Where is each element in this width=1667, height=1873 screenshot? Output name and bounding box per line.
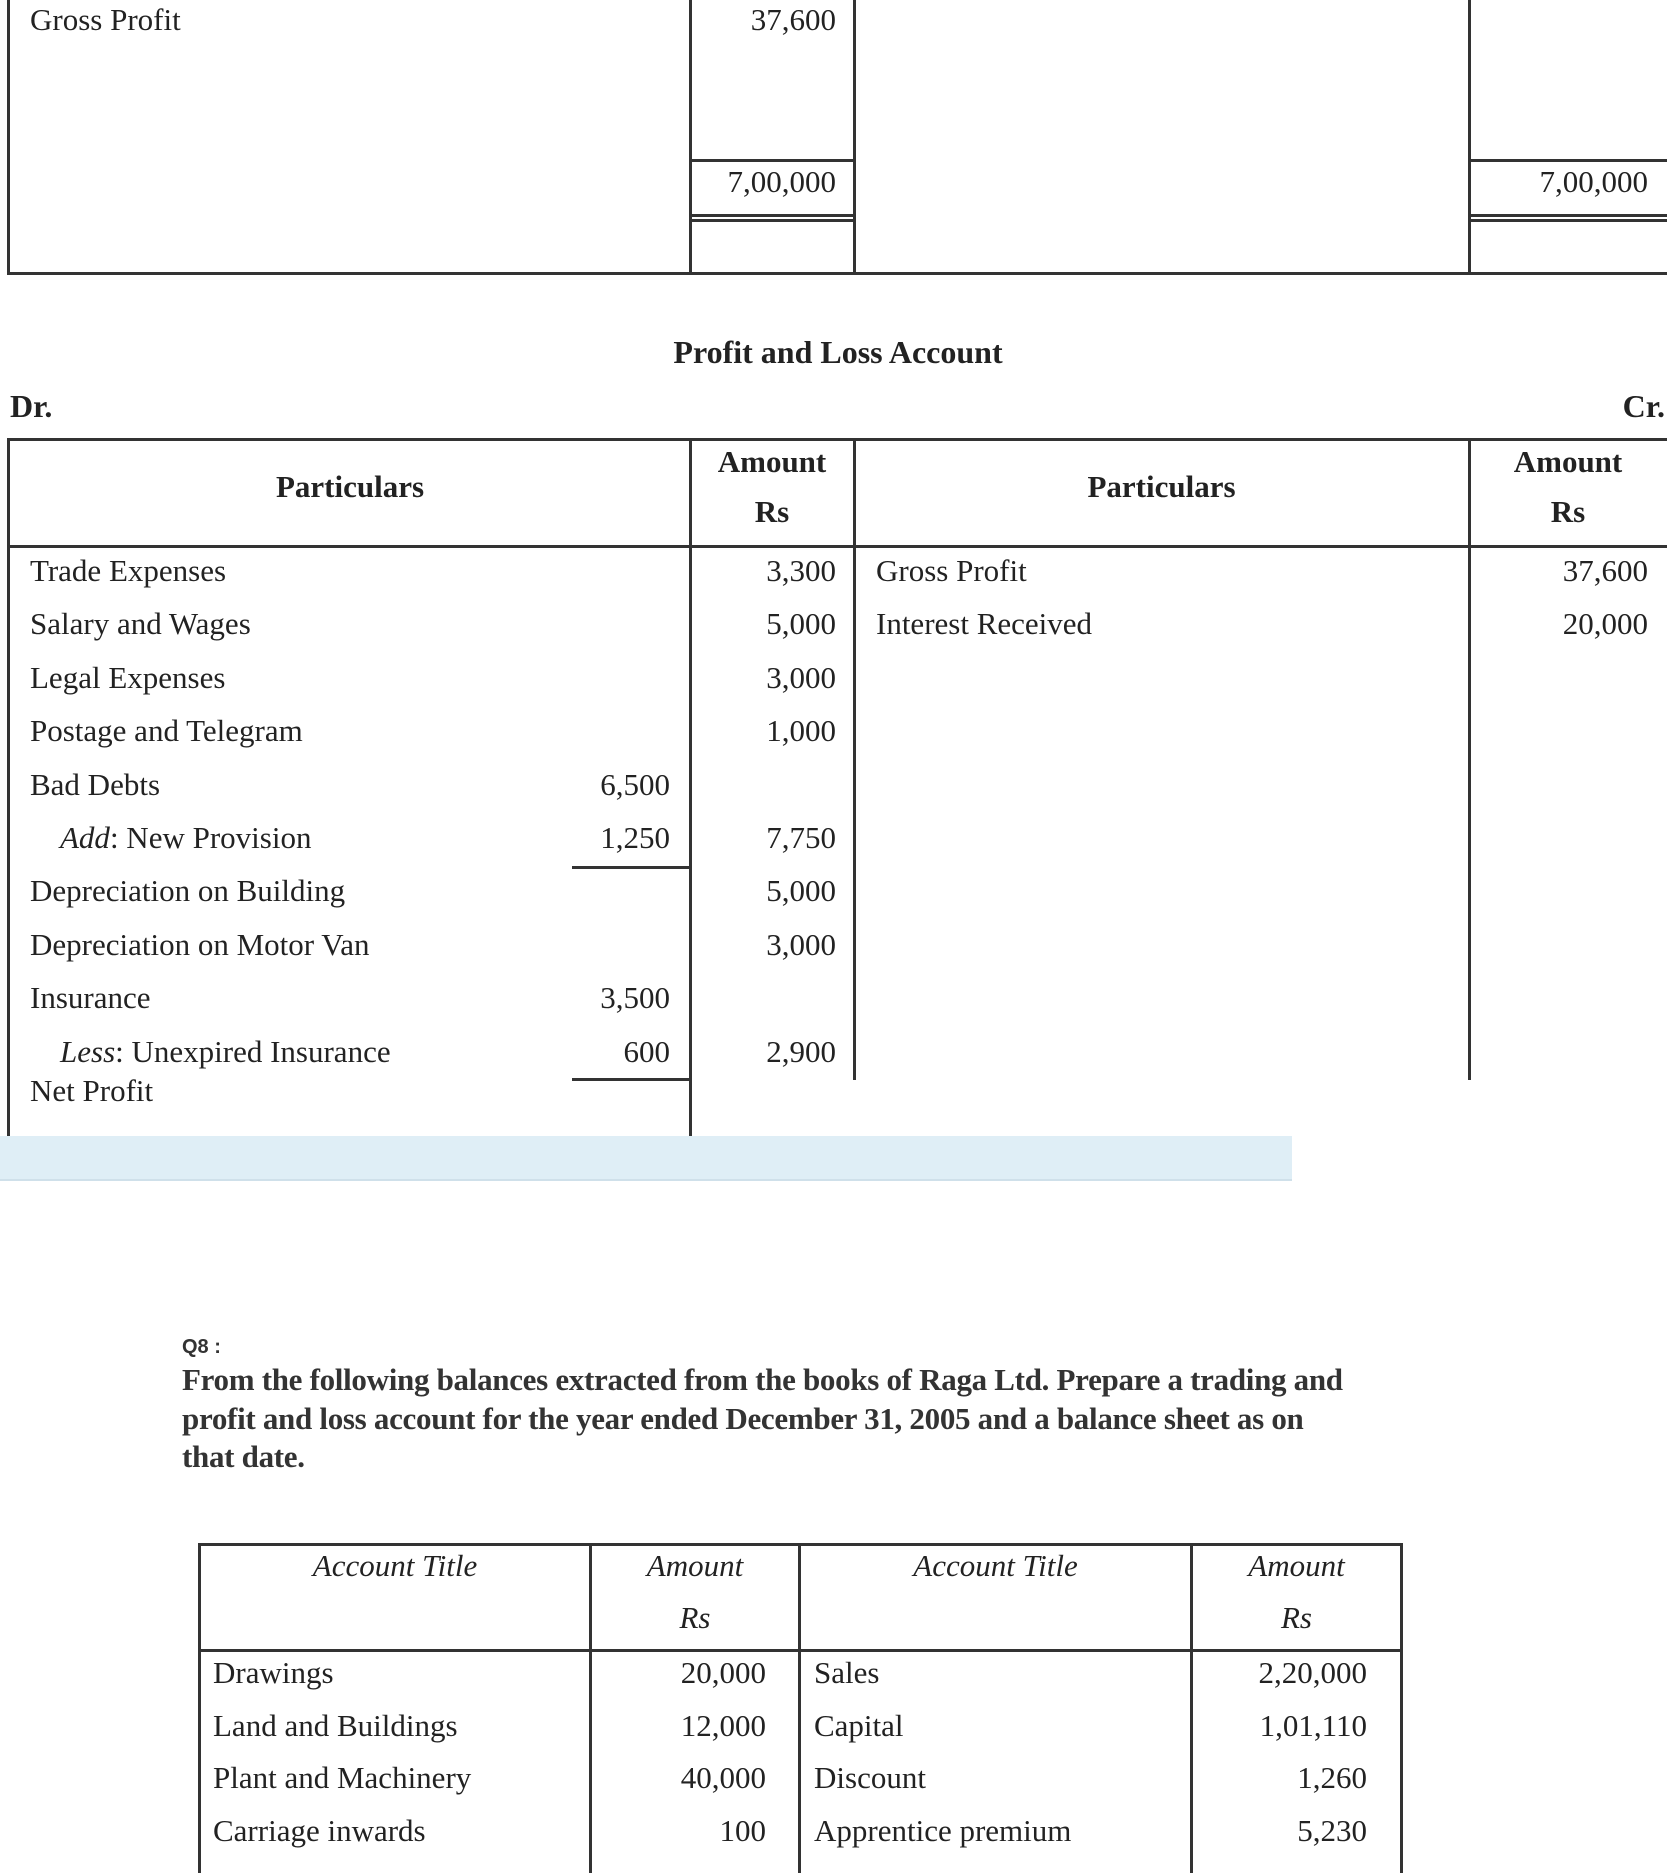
- header-particulars-cr: Particulars: [1087, 469, 1236, 504]
- trial-account-left: Land and Buildings: [213, 1707, 458, 1743]
- debit-particular: [30, 713, 303, 749]
- total-line: [689, 159, 855, 162]
- pl-debit-row: [0, 927, 860, 977]
- debit-particular: [30, 553, 226, 589]
- question-number: Q8 :: [182, 1336, 221, 1358]
- trial-account-left: Drawings: [213, 1655, 334, 1690]
- border: [7, 0, 10, 275]
- gross-profit-label: Gross Profit: [30, 2, 181, 37]
- header-particulars-dr: Particulars: [275, 469, 425, 504]
- debit-particular: [30, 873, 345, 909]
- trial-amount-right: 1,01,110: [1259, 1707, 1367, 1743]
- border: [589, 1543, 592, 1873]
- label: Salary and Wages: [30, 606, 251, 642]
- label: : Unexpired Insurance: [115, 1033, 391, 1069]
- debit-particular: [30, 1073, 153, 1109]
- border: [198, 1543, 201, 1873]
- header-account-title: Account Title: [913, 1548, 1078, 1583]
- header-amount-dr: Amount: [717, 444, 827, 479]
- pl-debit-row: [0, 980, 860, 1030]
- trial-amount-right: 2,20,000: [1258, 1655, 1367, 1690]
- border: [1468, 0, 1471, 275]
- trial-account-right: Capital: [814, 1707, 904, 1743]
- label: Postage and Telegram: [30, 713, 303, 749]
- pl-debit-row: [0, 553, 860, 603]
- debit-particular: [60, 1034, 391, 1070]
- pl-title: Profit and Loss Account: [673, 334, 1003, 370]
- debit-particular: [30, 927, 370, 963]
- label: Bad Debts: [30, 766, 161, 802]
- trial-amount-left: 20,000: [680, 1655, 766, 1690]
- header-rs: Rs: [679, 1600, 711, 1635]
- trial-account-right: Sales: [814, 1655, 880, 1690]
- border: [7, 438, 1667, 441]
- header-rs-cr: Rs: [1550, 494, 1586, 529]
- trial-amount-right: 5,230: [1297, 1812, 1367, 1848]
- debit-particular: [30, 606, 251, 642]
- prefix: Less: [60, 1033, 116, 1069]
- question-line: that date.: [182, 1439, 305, 1474]
- header-account-title: Account Title: [312, 1548, 478, 1583]
- debit-sub-amount: 600: [623, 1033, 670, 1069]
- header-rs: Rs: [1281, 1600, 1312, 1635]
- trial-account-left: Plant and Machinery: [213, 1760, 472, 1795]
- prefix: Add: [60, 820, 110, 855]
- credit-amount: 20,000: [1562, 606, 1648, 642]
- credit-particular: Interest Received: [876, 606, 1093, 642]
- pl-debit-row: [0, 660, 860, 710]
- debit-sub-amount: 6,500: [600, 766, 670, 802]
- border: [7, 545, 1667, 548]
- border: [853, 0, 856, 275]
- border: [7, 272, 1667, 275]
- total-line: [689, 214, 855, 217]
- credit-amount: 37,600: [1562, 553, 1648, 588]
- label: Legal Expenses: [30, 659, 226, 695]
- total-line: [1468, 159, 1667, 162]
- trial-amount-left: 12,000: [680, 1707, 766, 1743]
- credit-total: 7,00,000: [1539, 164, 1648, 199]
- pl-debit-row: [0, 767, 860, 817]
- debit-sub-amount: 3,500: [600, 980, 670, 1016]
- trial-account-right: Discount: [814, 1760, 926, 1795]
- total-line: [1468, 219, 1667, 222]
- debit-amount: 5,000: [766, 873, 836, 909]
- border: [798, 1543, 801, 1873]
- trial-amount-right: 1,260: [1297, 1760, 1367, 1795]
- debit-particular: [60, 820, 311, 856]
- header-rs-dr: Rs: [754, 494, 790, 529]
- trial-amount-left: 40,000: [680, 1760, 766, 1795]
- pl-debit-row: [0, 1073, 860, 1123]
- header-amount-cr: Amount: [1513, 444, 1623, 479]
- border: [1190, 1543, 1193, 1873]
- debit-particular: [30, 767, 160, 803]
- debit-amount: 7,750: [766, 820, 836, 855]
- debit-amount: 3,300: [766, 553, 836, 588]
- label: Depreciation on Motor Van: [30, 926, 370, 962]
- label: Trade Expenses: [30, 553, 227, 588]
- debit-amount: 5,000: [766, 606, 836, 642]
- debit-particular: [30, 660, 225, 696]
- cr-label: Cr.: [1622, 388, 1665, 424]
- trial-account-left: Carriage inwards: [213, 1812, 426, 1848]
- border: [1468, 438, 1471, 1080]
- question-line: From the following balances extracted from the books of Raga Ltd. Prepare a trading and: [182, 1362, 1343, 1397]
- pl-debit-row: [0, 873, 860, 923]
- dr-label: Dr.: [10, 388, 53, 424]
- debit-total: 7,00,000: [727, 164, 836, 199]
- pl-debit-row: [0, 820, 860, 870]
- debit-amount: 1,000: [766, 713, 836, 749]
- debit-amount: 3,000: [766, 926, 836, 962]
- pl-debit-row: [0, 713, 860, 763]
- header-amount: Amount: [1248, 1548, 1345, 1583]
- label: Net Profit: [30, 1073, 154, 1108]
- highlight-band: [0, 1136, 1292, 1181]
- border: [1400, 1543, 1403, 1873]
- debit-amount: 2,900: [766, 1033, 836, 1069]
- credit-particular: Gross Profit: [876, 553, 1027, 588]
- total-line: [1468, 214, 1667, 217]
- trial-amount-left: 100: [719, 1812, 766, 1848]
- gross-profit-amount: 37,600: [750, 2, 836, 37]
- label: Insurance: [30, 980, 151, 1016]
- trial-account-right: Apprentice premium: [814, 1812, 1072, 1848]
- debit-amount: 3,000: [766, 659, 836, 695]
- debit-sub-amount: 1,250: [600, 820, 670, 855]
- header-amount: Amount: [646, 1548, 744, 1583]
- total-line: [689, 219, 855, 222]
- label: Depreciation on Building: [30, 873, 346, 909]
- label: : New Provision: [109, 820, 312, 855]
- question-line: profit and loss account for the year ended December 31, 2005 and a balance sheet as on: [182, 1400, 1304, 1436]
- pl-debit-row: [0, 606, 860, 656]
- debit-particular: [30, 980, 151, 1016]
- border: [689, 0, 692, 275]
